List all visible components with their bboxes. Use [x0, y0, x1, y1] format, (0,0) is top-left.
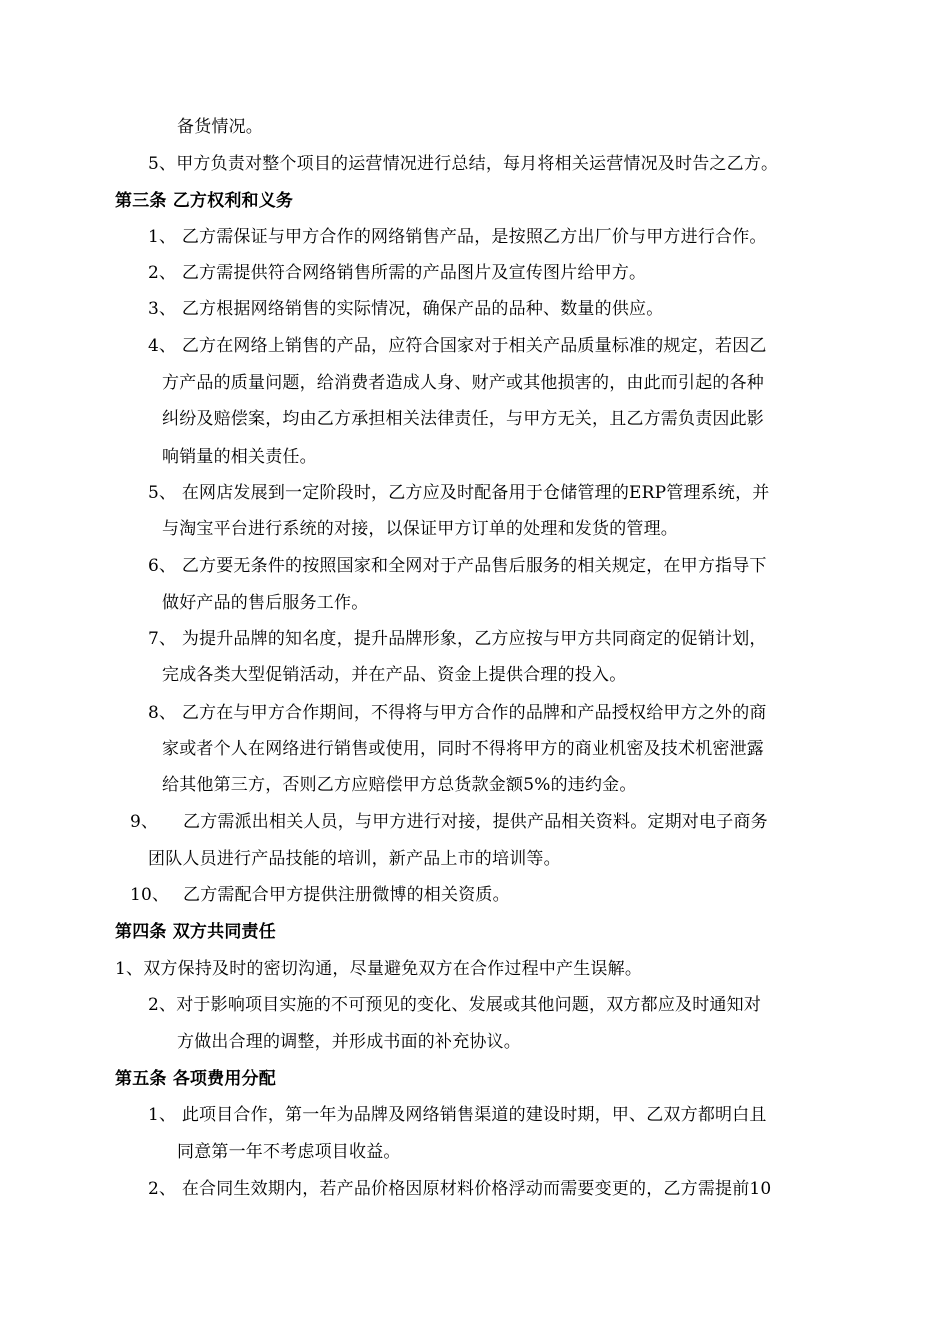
text-line: 同意第一年不考虑项目收益。: [177, 1142, 401, 1162]
text-line: 1、双方保持及时的密切沟通，尽量避免双方在合作过程中产生误解。: [115, 959, 643, 979]
text-line: 纠纷及赔偿案，均由乙方承担相关法律责任，与甲方无关，且乙方需负责因此影: [162, 409, 764, 429]
text-line: 备货情况。: [177, 117, 263, 137]
text-line: 家或者个人在网络进行销售或使用，同时不得将甲方的商业机密及技术机密泄露: [162, 739, 764, 759]
section-heading: 第五条 各项费用分配: [115, 1069, 276, 1089]
text-line: 2、 在合同生效期内，若产品价格因原材料价格浮动而需要变更的，乙方需提前10: [148, 1179, 772, 1199]
section-heading: 第四条 双方共同责任: [115, 922, 276, 942]
list-number: 10、: [130, 885, 170, 905]
text-line: 团队人员进行产品技能的培训，新产品上市的培训等。: [148, 849, 561, 869]
text-line: 与淘宝平台进行系统的对接，以保证甲方订单的处理和发货的管理。: [162, 519, 678, 539]
text-line: 4、 乙方在网络上销售的产品，应符合国家对于相关产品质量标准的规定，若因乙: [148, 336, 767, 356]
text-line: 乙方需配合甲方提供注册微博的相关资质。: [183, 885, 510, 905]
text-line: 8、 乙方在与甲方合作期间，不得将与甲方合作的品牌和产品授权给甲方之外的商: [148, 703, 767, 723]
text-line: 完成各类大型促销活动，并在产品、资金上提供合理的投入。: [162, 665, 627, 685]
text-line: 乙方需派出相关人员，与甲方进行对接，提供产品相关资料。定期对电子商务: [183, 812, 768, 832]
section-heading: 第三条 乙方权利和义务: [115, 191, 294, 211]
text-line: 7、 为提升品牌的知名度，提升品牌形象，乙方应按与甲方共同商定的促销计划，: [148, 629, 767, 649]
text-line: 5、 在网店发展到一定阶段时，乙方应及时配备用于仓储管理的ERP管理系统，并: [148, 483, 770, 503]
text-line: 方产品的质量问题，给消费者造成人身、财产或其他损害的，由此而引起的各种: [162, 373, 764, 393]
text-line: 2、 乙方需提供符合网络销售所需的产品图片及宣传图片给甲方。: [148, 263, 647, 283]
text-line: 6、 乙方要无条件的按照国家和全网对于产品售后服务的相关规定，在甲方指导下: [148, 556, 767, 576]
text-line: 做好产品的售后服务工作。: [162, 593, 369, 613]
text-line: 给其他第三方，否则乙方应赔偿甲方总货款金额5%的违约金。: [162, 775, 637, 795]
text-line: 3、 乙方根据网络销售的实际情况，确保产品的品种、数量的供应。: [148, 299, 664, 319]
text-line: 响销量的相关责任。: [162, 447, 317, 467]
text-line: 1、 乙方需保证与甲方合作的网络销售产品，是按照乙方出厂价与甲方进行合作。: [148, 227, 767, 247]
text-line: 1、 此项目合作，第一年为品牌及网络销售渠道的建设时期，甲、乙双方都明白且: [148, 1105, 767, 1125]
list-number: 9、: [130, 812, 159, 832]
text-line: 5、甲方负责对整个项目的运营情况进行总结，每月将相关运营情况及时告之乙方。: [148, 154, 779, 174]
text-line: 方做出合理的调整，并形成书面的补充协议。: [177, 1032, 521, 1052]
text-line: 2、对于影响项目实施的不可预见的变化、发展或其他问题，双方都应及时通知对: [148, 995, 762, 1015]
